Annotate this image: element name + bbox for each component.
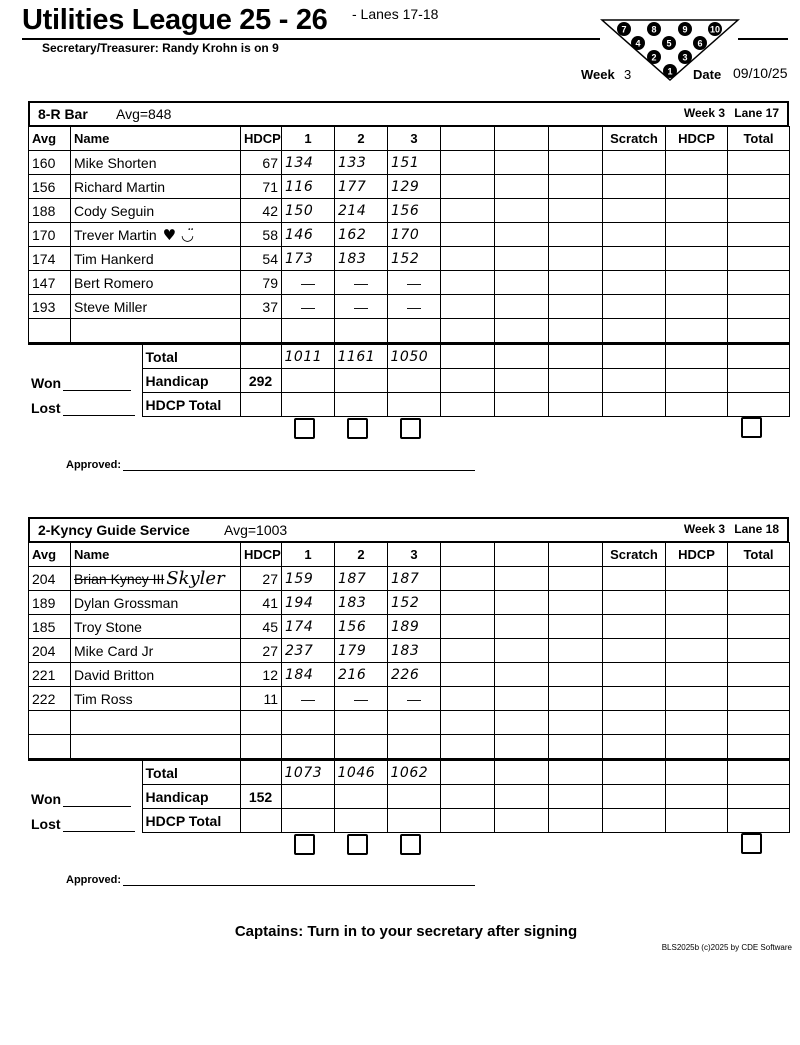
team2-week: Week 3 [683, 522, 725, 536]
pin-10: 10 [709, 24, 721, 35]
win-checkbox-total[interactable] [741, 417, 762, 438]
team2-lane: Lane 18 [734, 522, 779, 536]
table-row: 204 Brian Kyncy III Skyler 27 159 187 187 [29, 567, 790, 591]
league-title: Utilities League 25 - 26 [22, 4, 328, 36]
lanes-label: - Lanes 17-18 [352, 6, 439, 22]
title-underline [22, 38, 600, 40]
team1-avg: Avg=848 [116, 106, 172, 122]
win-checkbox-game1[interactable] [294, 834, 315, 855]
table-row: 189 Dylan Grossman 41 194 183 152 [29, 591, 790, 615]
team2-name: 2-Kyncy Guide Service [38, 522, 190, 538]
score-g2[interactable]: 133 [335, 151, 388, 175]
table-row: 222 Tim Ross 11 — — — [29, 687, 790, 711]
team2-header [28, 517, 789, 542]
team2-totals: Won Total 1073 1046 1062 Handicap 152 Lost HDCP Total [28, 759, 790, 833]
table-row-empty [29, 319, 790, 343]
team1-header [28, 101, 789, 126]
date-value: 09/10/25 [733, 65, 788, 81]
col-hdcp2: HDCP [666, 127, 728, 151]
pin-9: 9 [682, 24, 688, 35]
team1-scoresheet [28, 101, 789, 417]
win-checkbox-game3[interactable] [400, 834, 421, 855]
team1-approved[interactable]: Approved: [66, 459, 475, 471]
week-label: Week [581, 67, 615, 82]
win-checkbox-game2[interactable] [347, 418, 368, 439]
total-label: Total [142, 344, 240, 369]
substitute-name: Skyler [166, 568, 225, 589]
lost-label: Lost [31, 399, 61, 416]
pin-8: 8 [651, 24, 657, 35]
team1-lane: Lane 17 [734, 106, 779, 120]
team1-name: 8-R Bar [38, 106, 88, 122]
team1-table [28, 126, 790, 343]
col-game2: 2 [335, 127, 388, 151]
date-label: Date [693, 67, 722, 82]
team1-week: Week 3 [683, 106, 725, 120]
table-row: 193 Steve Miller 37 — — — [29, 295, 790, 319]
team1-totals [28, 343, 790, 417]
title-underline-right [738, 38, 788, 40]
team1-handicap: 292 [240, 369, 281, 393]
pin-7: 7 [621, 24, 627, 35]
col-scratch: Scratch [603, 127, 666, 151]
pin-4: 4 [635, 38, 641, 49]
col-hdcp: HDCP [241, 127, 282, 151]
team2-scoresheet [28, 517, 789, 833]
total-g1[interactable]: 1011 [281, 344, 334, 369]
table-row-empty [29, 711, 790, 735]
pin-3: 3 [682, 52, 688, 63]
pin-6: 6 [697, 38, 703, 49]
table-row: 188 Cody Seguin 42 150 214 156 [29, 199, 790, 223]
pin-1: 1 [667, 66, 673, 77]
team2-table: Avg Name HDCP 1 2 3 Scratch HDCP Total 204 Brian Kyncy III Skyler 27 159 187 187 189 Dylan Grossman 41 194 183 152 185 Troy Stone 45 174 156 189 204 Mike Card Jr 27 237 179 183 221 David Britton 12 184 216 226 222 Tim Ross 11 — — — [28, 542, 790, 759]
hdcp-total-label: HDCP Total [142, 393, 240, 417]
table-row: 170 Trever Martin ♥ ◡̈ 58 146 162 170 [29, 223, 790, 247]
col-total: Total [728, 127, 790, 151]
team2-approved[interactable]: Approved: [66, 874, 475, 886]
win-checkbox-game1[interactable] [294, 418, 315, 439]
col-name: Name [71, 127, 241, 151]
table-row: 185 Troy Stone 45 174 156 189 [29, 615, 790, 639]
copyright: BLS2025b (c)2025 by CDE Software [661, 943, 792, 952]
win-checkbox-total[interactable] [741, 833, 762, 854]
table-row: 160 Mike Shorten 67 134 133 151 [29, 151, 790, 175]
table-row: 147 Bert Romero 79 — — — [29, 271, 790, 295]
table-row: 156 Richard Martin 71 116 177 129 [29, 175, 790, 199]
table-row: 204 Mike Card Jr 27 237 179 183 [29, 639, 790, 663]
total-g3[interactable]: 1050 [387, 344, 440, 369]
score-g3[interactable]: 151 [388, 151, 441, 175]
pin-5: 5 [666, 38, 672, 49]
team2-handicap: 152 [240, 785, 281, 809]
team2-avg: Avg=1003 [224, 522, 288, 538]
win-checkbox-game2[interactable] [347, 834, 368, 855]
pin-2: 2 [651, 52, 657, 63]
table-row: 174 Tim Hankerd 54 173 183 152 [29, 247, 790, 271]
table-row-empty [29, 735, 790, 759]
footer-instruction: Captains: Turn in to your secretary after signing [234, 923, 578, 940]
col-game3: 3 [388, 127, 441, 151]
struck-name: Brian Kyncy III [74, 571, 165, 587]
col-game1: 1 [282, 127, 335, 151]
handicap-label: Handicap [142, 369, 240, 393]
week-value: 3 [624, 67, 632, 82]
score-g1[interactable]: 134 [282, 151, 335, 175]
total-g2[interactable]: 1161 [334, 344, 387, 369]
secretary-line: Secretary/Treasurer: Randy Krohn is on 9 [42, 41, 279, 55]
doodle-heart-smiley: ♥ ◡̈ [162, 225, 194, 244]
col-avg: Avg [29, 127, 71, 151]
won-label: Won [31, 374, 62, 391]
table-row: 221 David Britton 12 184 216 226 [29, 663, 790, 687]
win-checkbox-game3[interactable] [400, 418, 421, 439]
